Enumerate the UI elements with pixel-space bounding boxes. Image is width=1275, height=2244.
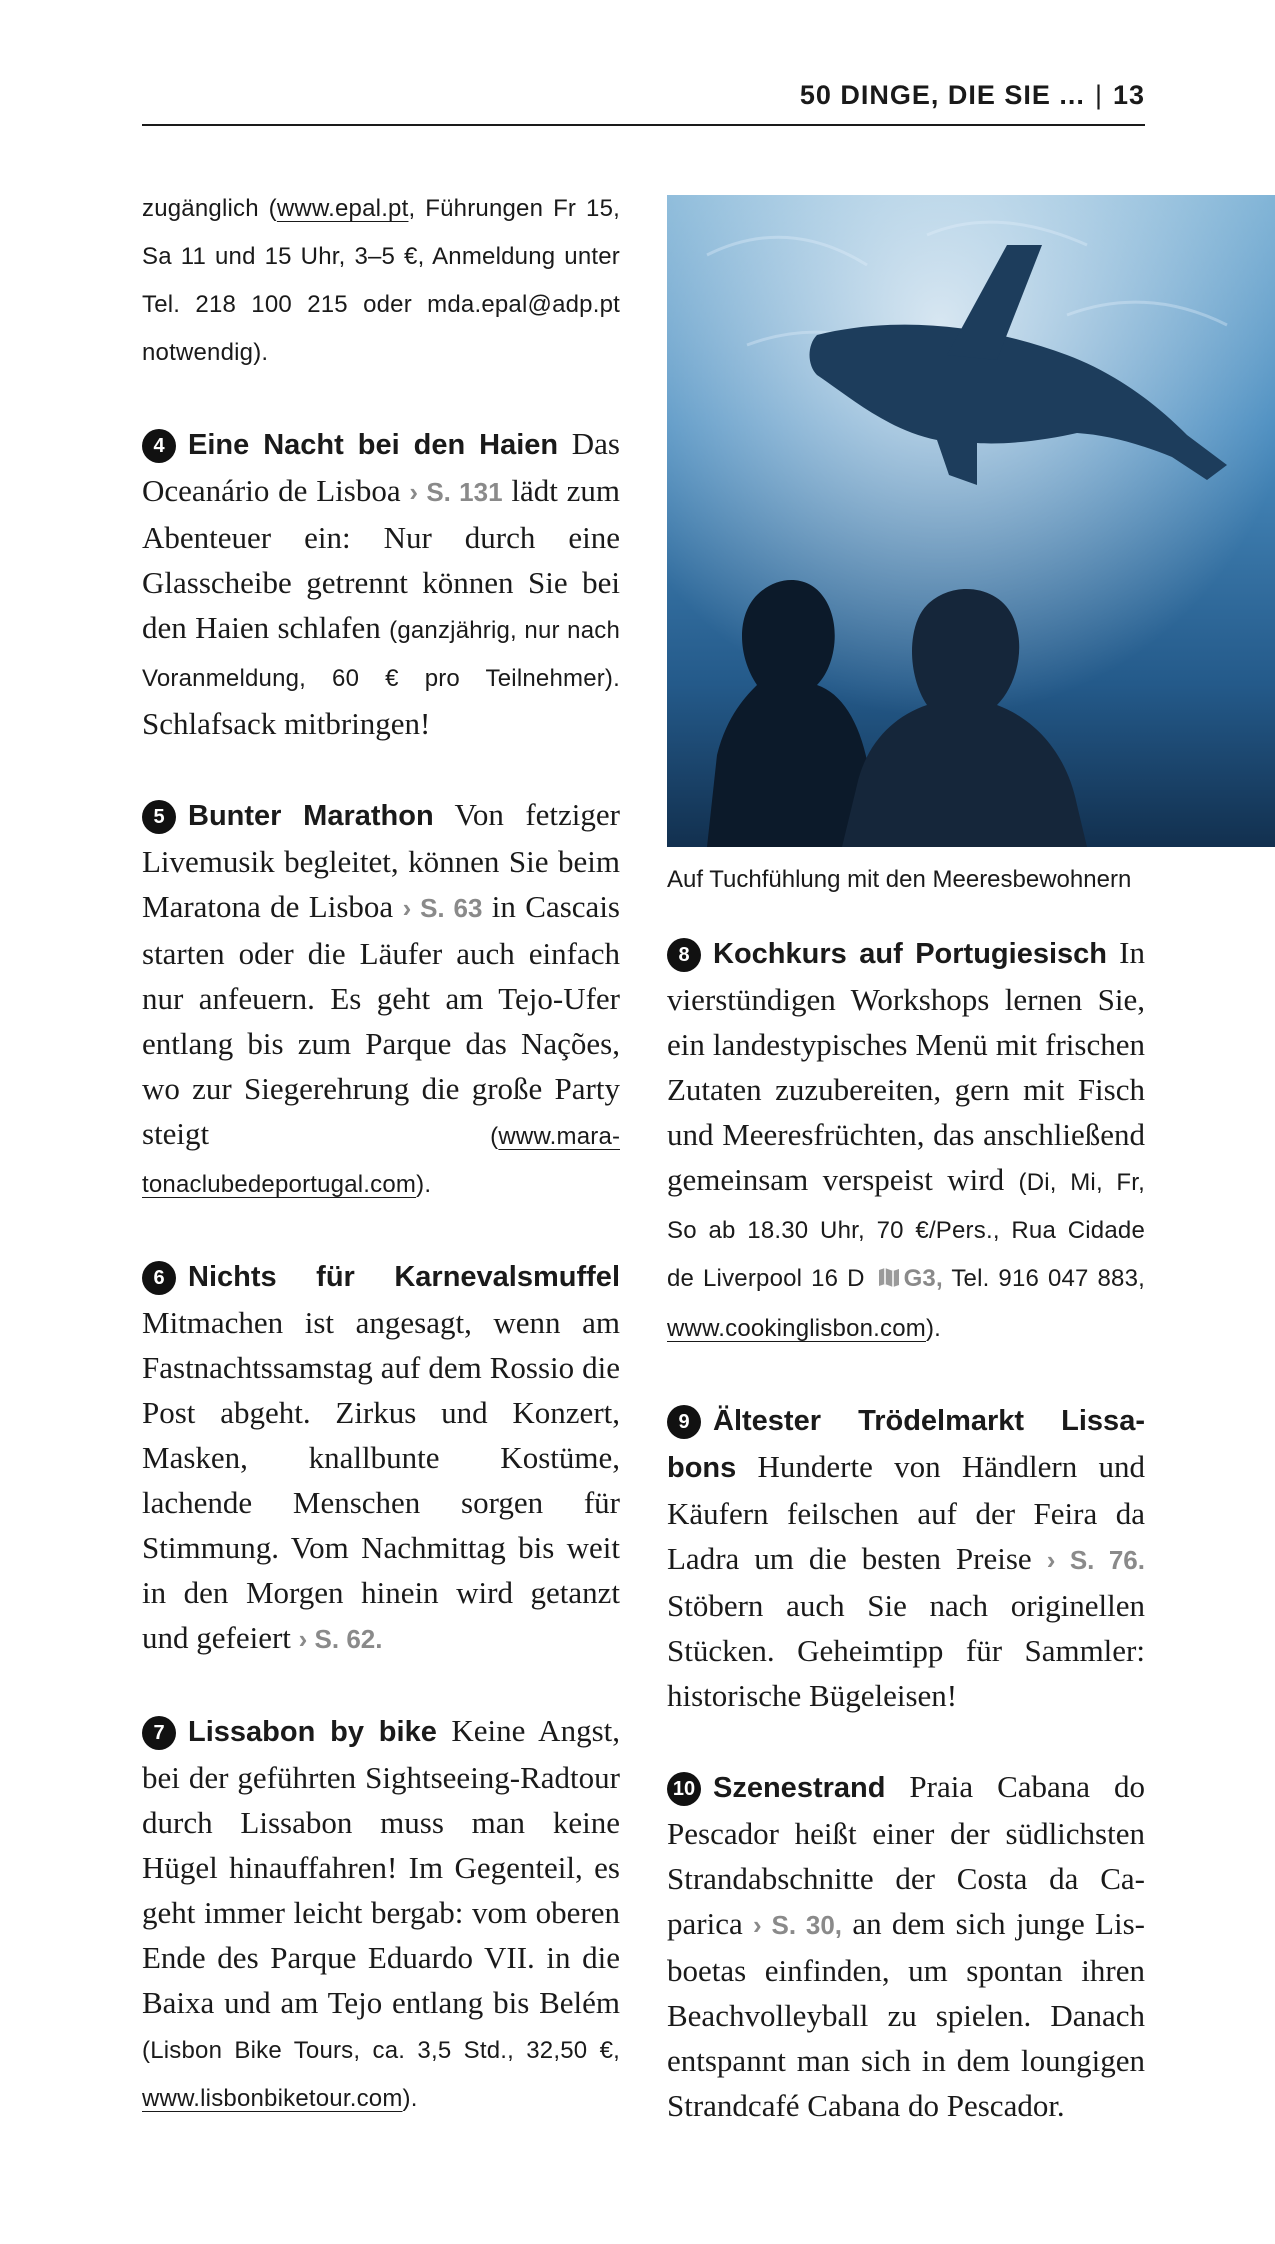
page-number: 13	[1112, 80, 1145, 110]
item-info: ).	[925, 1315, 942, 1342]
item-9	[667, 1397, 1145, 1718]
item-text: lädt zum Abenteuer ein: Nur durch eine Glasscheibe getrennt können Sie bei den Haien schlafen	[142, 473, 620, 645]
bike-tour-link[interactable]: www.lisbonbiketour.com	[142, 2085, 403, 2112]
item-text: In vierstündigen Workshops lernen Sie, ein landestypisches Menü mit frischen Zutaten zuzubereiten, gern mit Fisch und Meeresfrüchten, das anschließend gemeinsam verspeist wird	[667, 935, 1145, 1197]
intro-text-a: zugänglich (	[142, 195, 277, 222]
item-8	[667, 930, 1145, 1351]
item-text: Praia Cabana do Pescador heißt einer der südlichsten Strandabschnitte der Costa da Caparica	[667, 1769, 1145, 1941]
item-info: ).	[416, 1171, 432, 1198]
item-number-badge: 5	[142, 800, 176, 834]
item-title: Szenestrand	[713, 1772, 886, 1804]
header-rule	[142, 124, 1145, 126]
intro-paragraph	[142, 183, 620, 375]
item-7	[142, 1708, 620, 2121]
item-6	[142, 1253, 620, 1662]
item-info: Tel. 916 047 883,	[942, 1265, 1146, 1292]
item-5	[142, 792, 620, 1207]
item-number-badge: 6	[142, 1261, 176, 1295]
running-head-separator: |	[1094, 80, 1103, 110]
item-text: an dem sich junge Lisboetas einfinden, um spontan ihren Beachvolleyball zu spielen. Danach entspannt man sich in dem loungigen Strandcafé Cabana do Pescador.	[667, 1906, 1145, 2123]
item-10	[667, 1764, 1145, 2128]
running-head-title: 50 DINGE, DIE SIE ...	[799, 80, 1085, 110]
marathon-link[interactable]: www.maratonaclubedeportugal.com	[142, 1123, 620, 1198]
item-number-badge: 7	[142, 1716, 176, 1750]
page-reference[interactable]: › S. 76.	[1046, 1545, 1145, 1575]
item-4	[142, 421, 620, 746]
item-number-badge: 4	[142, 429, 176, 463]
item-title: Eine Nacht bei den Haien	[188, 429, 559, 461]
item-number-badge: 8	[667, 938, 701, 972]
item-info: ).	[402, 2085, 418, 2112]
item-text: Von fetziger Livemusik begleitet, können Sie beim Maratona de Lisboa	[142, 797, 620, 924]
item-title: Ältester Trödelmarkt Lissabons	[667, 1405, 1145, 1484]
running-head	[800, 80, 1145, 111]
page-reference[interactable]: › S. 131	[409, 477, 503, 507]
item-title: Lissabon by bike	[188, 1716, 437, 1748]
item-number-badge: 9	[667, 1405, 701, 1439]
epal-link[interactable]: www.epal.pt	[276, 195, 409, 222]
right-column	[667, 930, 1145, 2128]
aquarium-photo	[667, 195, 1275, 847]
page-reference[interactable]: › S. 63	[402, 893, 483, 923]
item-info: (Lisbon Bike Tours, ca. 3,5 Std., 32,50 €,	[142, 2037, 620, 2064]
item-title: Bunter Marathon	[188, 800, 434, 832]
item-text: in Cascais starten oder die Läufer auch einfach nur anfeuern. Es geht am Tejo-Ufer entlang bis zum Parque das Nações, wo zur Siegerehrung die große Party steigt	[142, 889, 620, 1151]
item-info: (ganzjährig, nur nach Voranmeldung, 60 € pro Teilnehmer).	[142, 617, 620, 692]
map-grid-reference[interactable]: G3,	[903, 1265, 943, 1292]
item-title: Kochkurs auf Portugiesisch	[713, 938, 1107, 970]
item-info: (	[490, 1123, 499, 1150]
item-text: Stöbern auch Sie nach originellen Stücken. Geheimtipp für Sammler: historische Bügeleisen!	[667, 1588, 1145, 1713]
item-title: Nichts für Karnevalsmuffel	[188, 1261, 620, 1293]
item-text: Schlafsack mitbringen!	[142, 706, 431, 741]
page-reference[interactable]: › S. 30,	[753, 1910, 843, 1940]
map-icon	[878, 1258, 900, 1303]
photo-caption: Auf Tuchfühlung mit den Meeresbewohnern	[667, 866, 1132, 893]
item-text: Hunderte von Händlern und Käufern feilschen auf der Feira da Ladra um die besten Preise	[667, 1449, 1145, 1576]
item-text: Keine Angst, bei der geführten Sightseeing-Radtour durch Lissabon muss man keine Hügel hinauffahren! Im Gegenteil, es geht immer leicht bergab: vom oberen Ende des Parque Eduardo VII. in die Baixa und am Tejo entlang bis Belém	[142, 1713, 620, 2020]
item-text: Mitmachen ist angesagt, wenn am Fastnachtssamstag auf dem Rossio die Post abgeht. Zirkus und Konzert, Masken, knallbunte Kostüme, lachende Menschen sorgen für Stimmung. Vom Nachmittag bis weit in den Morgen hinein wird getanzt und gefeiert	[142, 1305, 620, 1655]
cooking-link[interactable]: www.cookinglisbon.com	[667, 1315, 926, 1342]
item-number-badge: 10	[667, 1772, 701, 1806]
item-info: (Di, Mi, Fr, So ab 18.30 Uhr, 70 €/Pers., Rua Cidade de Liverpool 16 D	[667, 1169, 1145, 1292]
page-reference[interactable]: › S. 62.	[298, 1624, 383, 1654]
item-text: Das Oceanário de Lisboa	[142, 426, 620, 508]
left-column	[142, 183, 620, 2121]
intro-text-b: , Führungen Fr 15, Sa 11 und 15 Uhr, 3–5 €, Anmeldung unter Tel. 218 100 215 oder mda.epal@adp.pt notwendig).	[142, 195, 621, 366]
